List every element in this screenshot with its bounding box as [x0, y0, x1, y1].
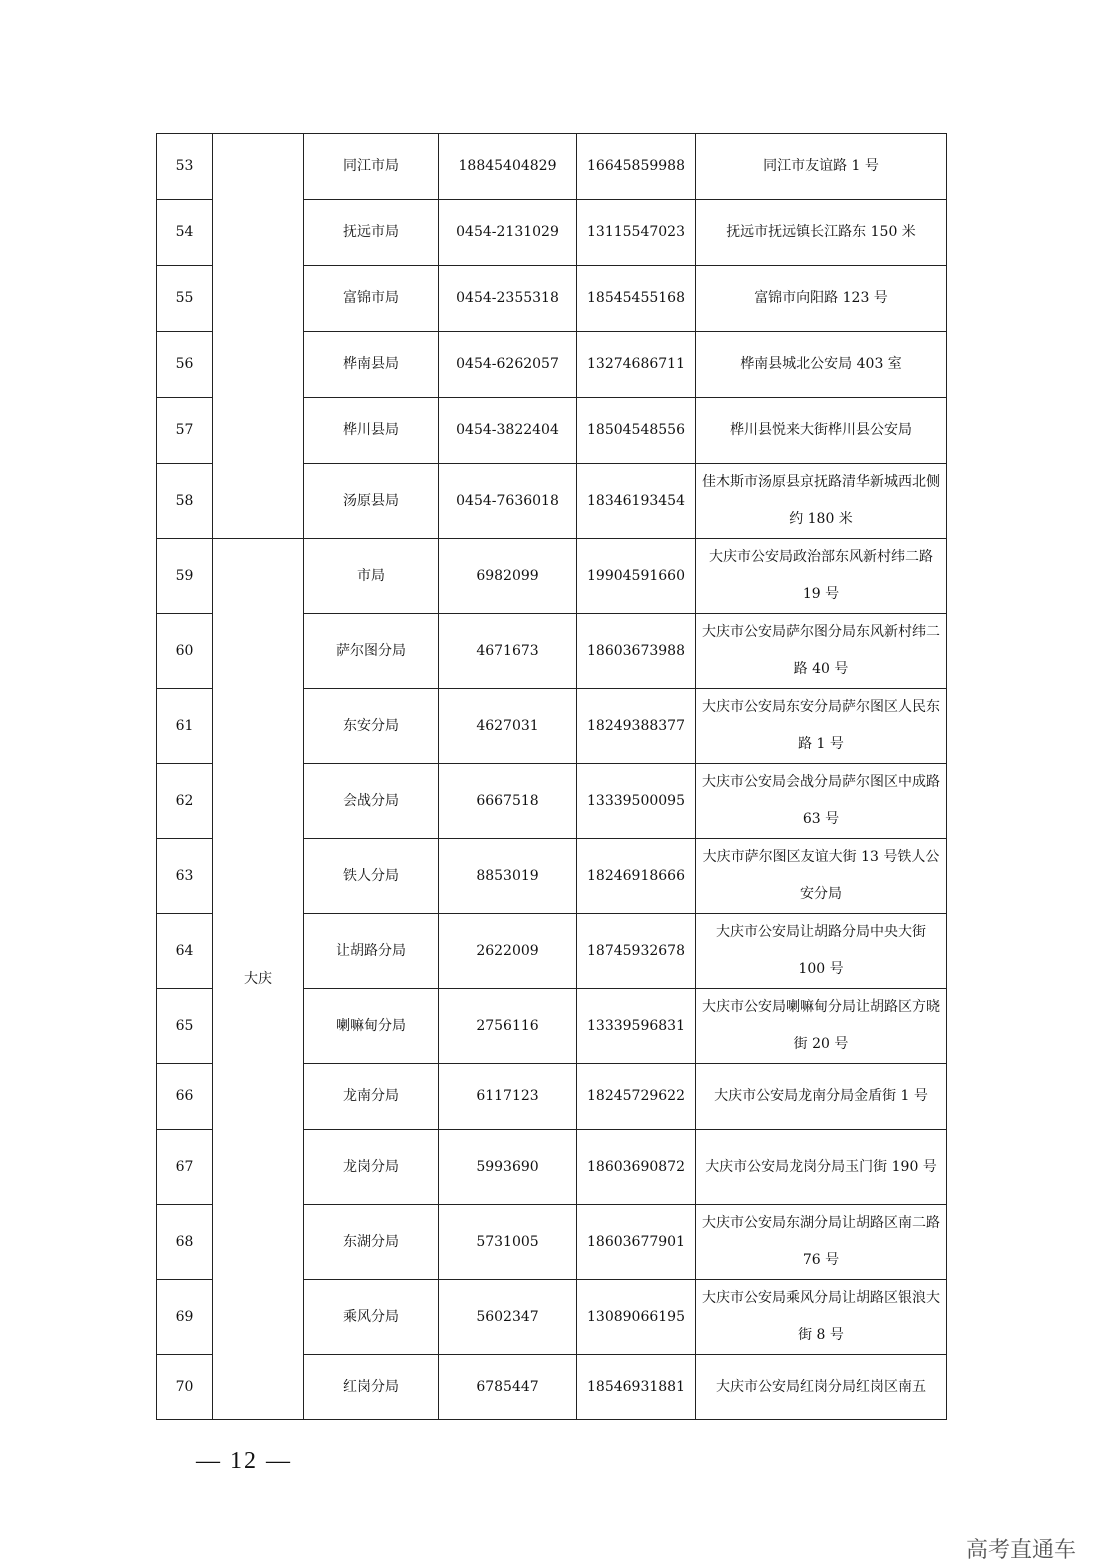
station-name: 同江市局	[304, 134, 439, 200]
row-number: 61	[157, 689, 213, 764]
contact-table	[156, 133, 947, 1420]
office-phone: 18845404829	[439, 134, 577, 200]
mobile-phone: 18603673988	[577, 614, 696, 689]
address: 大庆市公安局政治部东风新村纬二路 19 号	[696, 539, 947, 614]
mobile-phone: 13115547023	[577, 200, 696, 266]
row-number: 59	[157, 539, 213, 614]
mobile-phone: 16645859988	[577, 134, 696, 200]
office-phone: 0454-3822404	[439, 398, 577, 464]
station-name: 市局	[304, 539, 439, 614]
address: 大庆市公安局让胡路分局中央大街 100 号	[696, 914, 947, 989]
address: 大庆市公安局龙岗分局玉门街 190 号	[696, 1130, 947, 1205]
office-phone: 5731005	[439, 1205, 577, 1280]
office-phone: 0454-6262057	[439, 332, 577, 398]
office-phone: 5602347	[439, 1280, 577, 1355]
station-name: 龙岗分局	[304, 1130, 439, 1205]
station-name: 红岗分局	[304, 1355, 439, 1420]
address: 大庆市萨尔图区友谊大街 13 号铁人公安分局	[696, 839, 947, 914]
address: 大庆市公安局乘风分局让胡路区银浪大街 8 号	[696, 1280, 947, 1355]
row-number: 55	[157, 266, 213, 332]
office-phone: 5993690	[439, 1130, 577, 1205]
mobile-phone: 13089066195	[577, 1280, 696, 1355]
office-phone: 4627031	[439, 689, 577, 764]
mobile-phone: 18603677901	[577, 1205, 696, 1280]
mobile-phone: 18546931881	[577, 1355, 696, 1420]
station-name: 东湖分局	[304, 1205, 439, 1280]
address: 大庆市公安局会战分局萨尔图区中成路 63 号	[696, 764, 947, 839]
row-number: 58	[157, 464, 213, 539]
row-number: 60	[157, 614, 213, 689]
address: 桦川县悦来大街桦川县公安局	[696, 398, 947, 464]
station-name: 喇嘛甸分局	[304, 989, 439, 1064]
office-phone: 2622009	[439, 914, 577, 989]
address: 大庆市公安局东湖分局让胡路区南二路 76 号	[696, 1205, 947, 1280]
station-name: 铁人分局	[304, 839, 439, 914]
mobile-phone: 13339500095	[577, 764, 696, 839]
address: 桦南县城北公安局 403 室	[696, 332, 947, 398]
station-name: 桦南县局	[304, 332, 439, 398]
row-number: 68	[157, 1205, 213, 1280]
station-name: 汤原县局	[304, 464, 439, 539]
table-row	[157, 134, 947, 200]
station-name: 东安分局	[304, 689, 439, 764]
office-phone: 6667518	[439, 764, 577, 839]
mobile-phone: 18603690872	[577, 1130, 696, 1205]
city-cell-daqing: 大庆	[213, 539, 304, 1420]
address: 大庆市公安局龙南分局金盾街 1 号	[696, 1064, 947, 1130]
station-name: 富锦市局	[304, 266, 439, 332]
station-name: 抚远市局	[304, 200, 439, 266]
office-phone: 0454-7636018	[439, 464, 577, 539]
row-number: 69	[157, 1280, 213, 1355]
office-phone: 0454-2355318	[439, 266, 577, 332]
mobile-phone: 18745932678	[577, 914, 696, 989]
mobile-phone: 18246918666	[577, 839, 696, 914]
row-number: 56	[157, 332, 213, 398]
table-row	[157, 539, 947, 614]
mobile-phone: 13274686711	[577, 332, 696, 398]
address: 富锦市向阳路 123 号	[696, 266, 947, 332]
row-number: 54	[157, 200, 213, 266]
city-cell-jiamusi	[213, 134, 304, 539]
row-number: 64	[157, 914, 213, 989]
watermark: 高考直通车	[966, 1538, 1077, 1563]
address: 同江市友谊路 1 号	[696, 134, 947, 200]
office-phone: 4671673	[439, 614, 577, 689]
row-number: 65	[157, 989, 213, 1064]
station-name: 乘风分局	[304, 1280, 439, 1355]
office-phone: 6785447	[439, 1355, 577, 1420]
address: 大庆市公安局萨尔图分局东风新村纬二路 40 号	[696, 614, 947, 689]
station-name: 龙南分局	[304, 1064, 439, 1130]
office-phone: 8853019	[439, 839, 577, 914]
mobile-phone: 18245729622	[577, 1064, 696, 1130]
station-name: 萨尔图分局	[304, 614, 439, 689]
row-number: 63	[157, 839, 213, 914]
mobile-phone: 18249388377	[577, 689, 696, 764]
row-number: 70	[157, 1355, 213, 1420]
address: 抚远市抚远镇长江路东 150 米	[696, 200, 947, 266]
address: 大庆市公安局喇嘛甸分局让胡路区方晓街 20 号	[696, 989, 947, 1064]
mobile-phone: 18545455168	[577, 266, 696, 332]
mobile-phone: 19904591660	[577, 539, 696, 614]
station-name: 桦川县局	[304, 398, 439, 464]
office-phone: 0454-2131029	[439, 200, 577, 266]
row-number: 67	[157, 1130, 213, 1205]
row-number: 66	[157, 1064, 213, 1130]
page-number: — 12 —	[196, 1448, 292, 1474]
mobile-phone: 18346193454	[577, 464, 696, 539]
office-phone: 6117123	[439, 1064, 577, 1130]
address: 大庆市公安局东安分局萨尔图区人民东路 1 号	[696, 689, 947, 764]
station-name: 会战分局	[304, 764, 439, 839]
office-phone: 6982099	[439, 539, 577, 614]
mobile-phone: 13339596831	[577, 989, 696, 1064]
row-number: 62	[157, 764, 213, 839]
station-name: 让胡路分局	[304, 914, 439, 989]
row-number: 57	[157, 398, 213, 464]
office-phone: 2756116	[439, 989, 577, 1064]
mobile-phone: 18504548556	[577, 398, 696, 464]
address: 佳木斯市汤原县京抚路清华新城西北侧约 180 米	[696, 464, 947, 539]
row-number: 53	[157, 134, 213, 200]
address: 大庆市公安局红岗分局红岗区南五	[696, 1355, 947, 1420]
